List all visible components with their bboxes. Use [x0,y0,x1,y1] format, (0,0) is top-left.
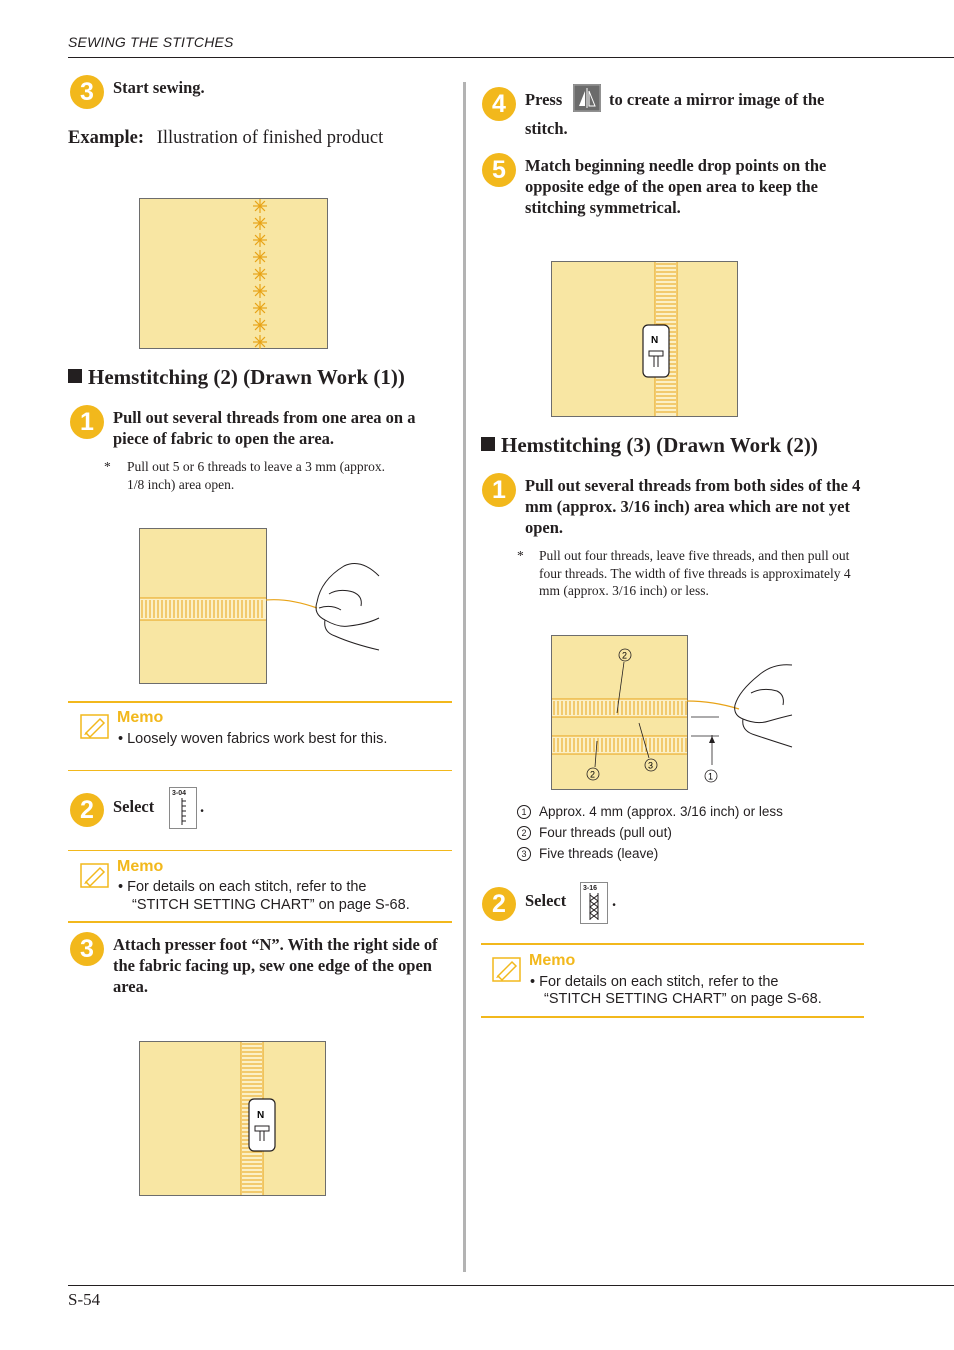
step-text: Pull out several threads from one area on a piece of fabric to open the area. [113,408,416,448]
memo-text: • For details on each stitch, refer to the [530,974,779,990]
legend-item: 1 Approx. 4 mm (approx. 3/16 inch) or less [517,804,783,819]
legend-item: 3 Five threads (leave) [517,846,658,861]
step-number: 3 [70,75,104,109]
step-text: Select [113,797,155,816]
step-text: to create a mirror image of the [609,90,825,109]
illustration-finished-product [139,198,328,349]
svg-text:3: 3 [648,760,654,771]
memo-pencil-icon [80,712,110,745]
finished-product-svg [139,198,328,349]
memo-text: “STITCH SETTING CHART” on page S-68. [132,897,410,913]
svg-text:2: 2 [590,769,596,780]
legend-number: 2 [517,826,531,840]
memo-title: Memo [117,858,164,875]
section-heading: Hemstitching (3) (Drawn Work (2)) [481,433,818,458]
memo-bottom-rule [68,770,452,771]
svg-text:2: 2 [622,650,628,661]
svg-text:3-16: 3-16 [583,885,598,892]
legend-number: 3 [517,847,531,861]
svg-text:1: 1 [708,771,714,782]
illustration-sew-one-edge [139,1041,326,1196]
heading-square-icon [68,369,82,383]
stitch-3-04-icon[interactable] [169,787,197,834]
illustration-mirror-stitch [551,261,738,417]
memo-top-rule [68,850,452,851]
memo-text: “STITCH SETTING CHART” on page S-68. [544,991,822,1007]
memo-bottom-rule [68,921,452,923]
stitch-3-16-icon[interactable] [580,882,608,929]
mirror-icon [573,84,601,112]
note-text: Pull out 5 or 6 threads to leave a 3 mm (approx. 1/8 inch) area open. [127,459,385,492]
step-number: 1 [482,473,516,507]
legend-item: 2 Four threads (pull out) [517,825,672,840]
step-text: Attach presser foot “N”. With the right side of the fabric facing up, sew one edge of the open area. [113,935,438,996]
step-text: stitch. [525,119,568,138]
section-heading: Hemstitching (2) (Drawn Work (1)) [68,365,405,390]
mirror-image-button[interactable] [573,84,601,117]
memo-text: • Loosely woven fabrics work best for this. [118,731,388,747]
svg-text:3-04: 3-04 [172,790,187,797]
example-text: Illustration of finished product [156,128,384,148]
step-number: 2 [70,793,104,827]
mirror-stitch-svg [551,261,738,417]
step-number: 2 [482,887,516,921]
memo-text: • For details on each stitch, refer to the [118,879,367,895]
example-line [68,128,383,149]
page-number: S-54 [68,1290,101,1309]
svg-text:N: N [257,1110,265,1121]
heading-square-icon [481,437,495,451]
footer-rule [68,1285,954,1286]
step-text: Pull out several threads from both sides of the 4 mm (approx. 3/16 inch) area which are not yet open. [525,476,861,537]
step-period: . [612,891,617,910]
svg-text:N: N [651,335,659,346]
step-number: 4 [482,87,516,121]
memo-top-rule [481,943,864,945]
step-text: Select [525,891,567,910]
memo-top-rule [68,701,452,703]
step-period: . [200,797,205,816]
running-header: SEWING THE STITCHES [68,34,234,50]
thread-layout-svg [551,635,801,790]
note-text: Pull out four threads, leave five threads, and then pull out four threads. The width of five threads is approximately 4 mm (approx. 3/16 inch) or less. [539,548,851,598]
column-divider [463,82,466,1272]
step-text: Match beginning needle drop points on the opposite edge of the open area to keep the stitching symmetrical. [525,156,827,217]
memo-title: Memo [529,952,576,969]
example-label: Example: [68,128,145,148]
memo-pencil-icon [492,955,522,988]
illustration-pull-threads [139,528,384,684]
memo-title: Memo [117,709,164,726]
step-number: 3 [70,932,104,966]
step-number: 5 [482,153,516,187]
step-text: Press [525,90,563,109]
memo-pencil-icon [80,861,110,894]
memo-bottom-rule [481,1016,864,1018]
sew-edge-svg [139,1041,326,1196]
step-text: Start sewing. [113,78,205,97]
legend-number: 1 [517,805,531,819]
illustration-thread-layout [551,635,801,790]
note-asterisk: * [104,459,111,474]
step-number: 1 [70,405,104,439]
note-asterisk: * [517,548,524,563]
pull-threads-svg [139,528,384,684]
header-rule [68,57,954,58]
